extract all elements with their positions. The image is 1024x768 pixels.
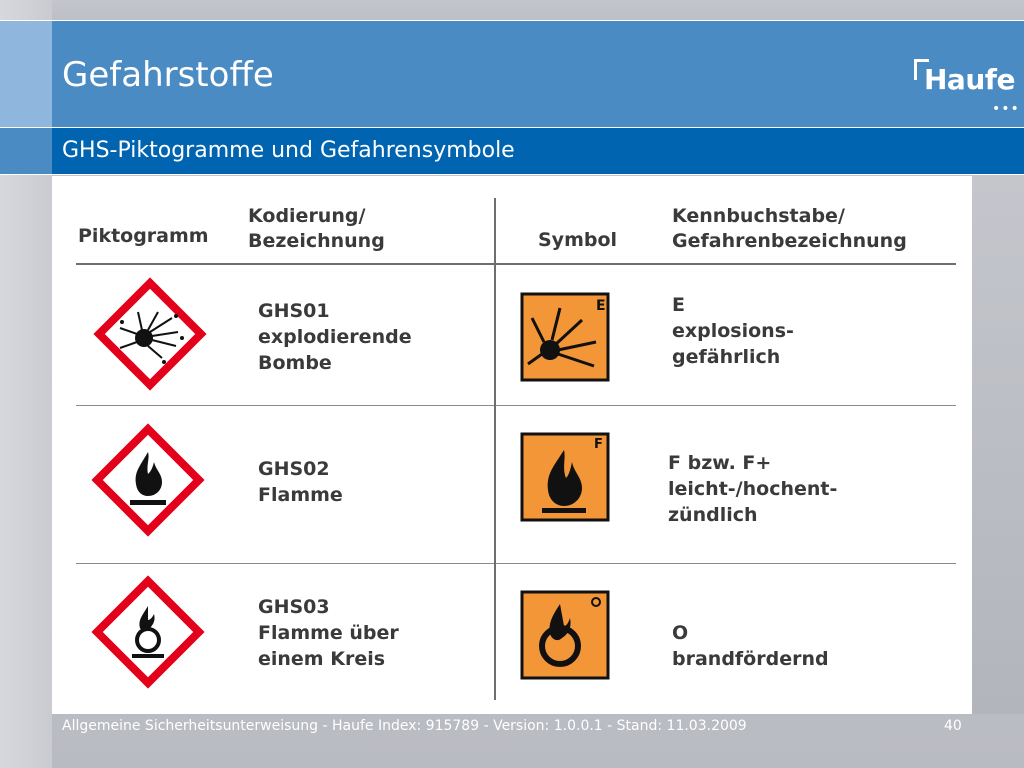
subtitle-bar [0,128,1024,175]
header-pictogram: Piktogramm [78,225,209,247]
row2-coding: GHS02 Flamme [258,458,343,506]
row3-hazard: O brandfördernd [672,622,829,670]
symbol-letter-f: F [594,437,603,452]
flame-over-circle-icon [90,574,206,690]
symbol-letter-e: E [596,298,606,314]
page-number: 40 [944,718,962,734]
content-area [52,176,972,714]
row-divider-1 [76,405,956,406]
flame-icon [90,422,206,538]
header-divider [76,263,956,265]
logo-dots: ••• [992,101,1020,117]
row-divider-2 [76,563,956,564]
title-accent-block [0,21,52,127]
logo-text: Haufe [924,63,1015,96]
haufe-logo [912,57,1020,129]
slide-subtitle: GHS-Piktogramme und Gefahrensymbole [62,138,515,163]
header-coding: Kodierung/ Bezeichnung [248,205,385,252]
flammable-symbol-icon [520,432,610,522]
row1-hazard: E explosions- gefährlich [672,294,794,368]
row1-coding: GHS01 explodierende Bombe [258,300,412,374]
row2-hazard: F bzw. F+ leicht-/hochent- zündlich [668,452,838,526]
footer-text: Allgemeine Sicherheitsunterweisung - Haufe Index: 915789 - Version: 1.0.0.1 - Stand: 11.03.2009 [62,718,747,734]
header-letter: Kennbuchstabe/ Gefahrenbezeichnung [672,205,907,252]
row3-coding: GHS03 Flamme über einem Kreis [258,596,399,670]
exploding-bomb-icon [92,276,208,392]
slide-title: Gefahrstoffe [62,55,274,95]
subtitle-accent-block [0,128,52,174]
explosive-symbol-icon [520,292,610,382]
header-symbol: Symbol [538,229,618,251]
oxidizing-symbol-icon [520,590,610,680]
top-margin-strip [52,0,1024,20]
column-divider [494,198,496,700]
right-margin-strip [972,176,1024,714]
title-bar [0,20,1024,128]
